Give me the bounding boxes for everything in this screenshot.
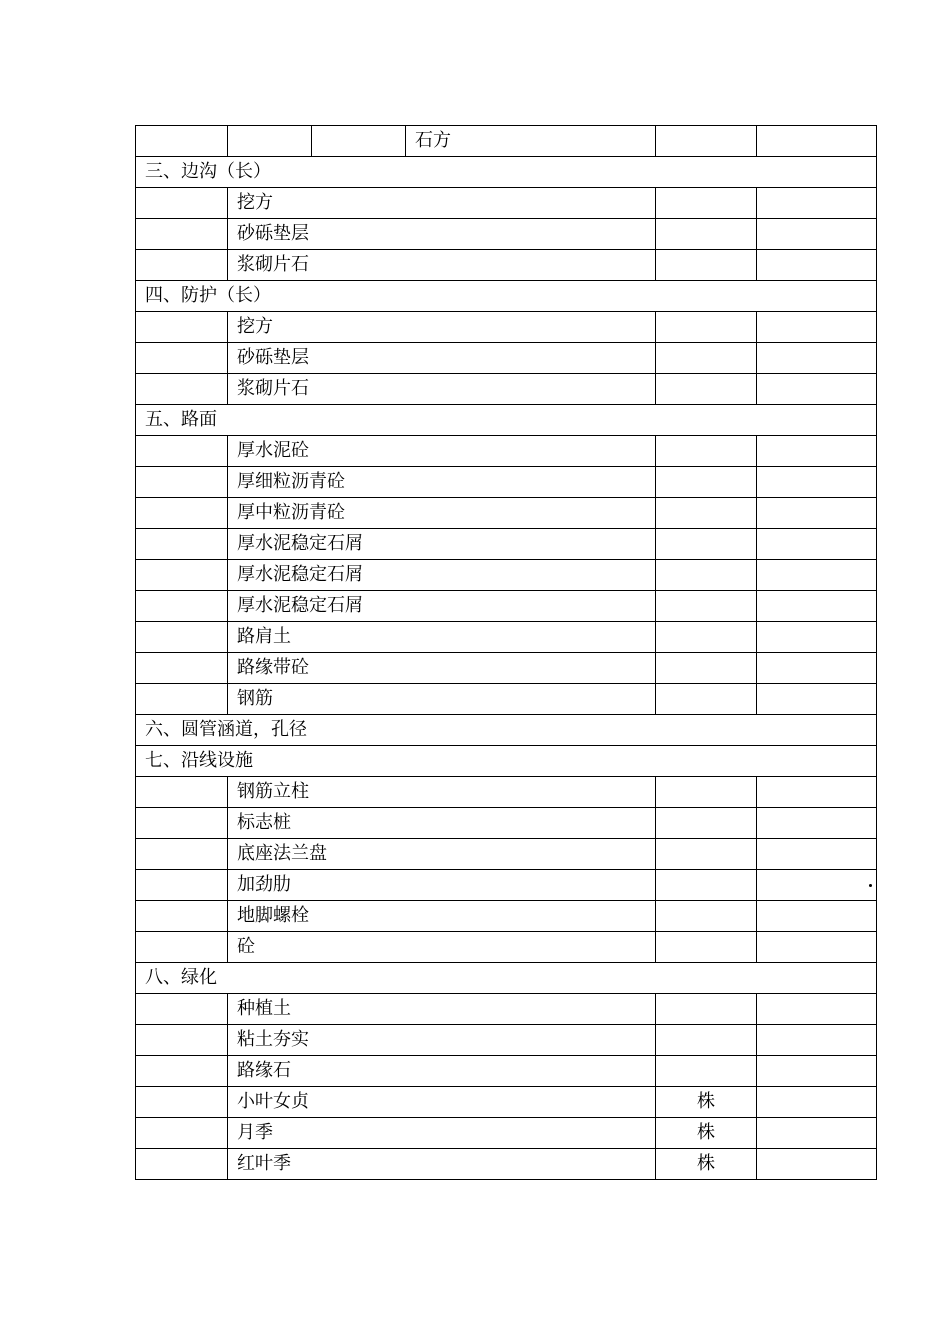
- unit-cell: [656, 498, 757, 529]
- section-heading: 八、绿化: [136, 963, 877, 994]
- unit-cell: 株: [656, 1149, 757, 1180]
- quantity-cell: [757, 839, 877, 870]
- quantity-cell: [757, 1149, 877, 1180]
- table-row: [136, 1087, 877, 1118]
- unit-cell: [656, 1025, 757, 1056]
- unit-cell: [656, 622, 757, 653]
- index-cell: [136, 498, 228, 529]
- item-name: 钢筋立柱: [228, 777, 656, 808]
- index-cell: [136, 777, 228, 808]
- item-name: 小叶女贞: [228, 1087, 656, 1118]
- item-name: 厚水泥稳定石屑: [228, 591, 656, 622]
- item-name: 路缘石: [228, 1056, 656, 1087]
- quantity-cell: [757, 901, 877, 932]
- quantity-cell: [757, 529, 877, 560]
- unit-cell: [656, 777, 757, 808]
- unit-cell: [656, 343, 757, 374]
- index-cell: [136, 343, 228, 374]
- table-row: [136, 684, 877, 715]
- index-cell: [136, 467, 228, 498]
- table-row: [136, 1025, 877, 1056]
- quantity-cell: [757, 653, 877, 684]
- unit-cell: [656, 467, 757, 498]
- index-cell: [136, 684, 228, 715]
- quantity-cell: [757, 126, 877, 157]
- item-name: 月季: [228, 1118, 656, 1149]
- section-heading-row: [136, 281, 877, 312]
- section-heading-row: [136, 963, 877, 994]
- table-row: [136, 994, 877, 1025]
- table-row: [136, 1118, 877, 1149]
- section-heading-row: [136, 715, 877, 746]
- quantity-cell: [757, 1056, 877, 1087]
- quantity-cell: [757, 870, 877, 901]
- quantity-cell: [757, 467, 877, 498]
- item-name: 路肩土: [228, 622, 656, 653]
- quantity-cell: [757, 1025, 877, 1056]
- item-name: 浆砌片石: [228, 250, 656, 281]
- index-cell: [136, 932, 228, 963]
- table-cell: [312, 126, 406, 157]
- index-cell: [136, 653, 228, 684]
- item-name: 种植土: [228, 994, 656, 1025]
- table-row: [136, 126, 877, 157]
- item-name: 挖方: [228, 312, 656, 343]
- item-name: 厚水泥稳定石屑: [228, 529, 656, 560]
- index-cell: [136, 1118, 228, 1149]
- section-heading: 五、路面: [136, 405, 877, 436]
- table-row: [136, 839, 877, 870]
- quantity-cell: [757, 498, 877, 529]
- section-heading: 三、边沟（长）: [136, 157, 877, 188]
- item-name: 厚中粒沥青砼: [228, 498, 656, 529]
- unit-cell: [656, 560, 757, 591]
- index-cell: [136, 994, 228, 1025]
- table-row: [136, 529, 877, 560]
- quantity-cell: [757, 312, 877, 343]
- dot-mark: [869, 884, 872, 887]
- unit-cell: 株: [656, 1118, 757, 1149]
- item-name: 厚水泥稳定石屑: [228, 560, 656, 591]
- unit-cell: [656, 219, 757, 250]
- index-cell: [136, 1087, 228, 1118]
- index-cell: [136, 591, 228, 622]
- item-name: 加劲肋: [228, 870, 656, 901]
- table-row: [136, 312, 877, 343]
- table-cell: [136, 126, 228, 157]
- quantity-cell: [757, 777, 877, 808]
- section-heading: 六、圆管涵道，孔径: [136, 715, 877, 746]
- quantity-table-body: [136, 126, 877, 1180]
- item-name: 粘土夯实: [228, 1025, 656, 1056]
- unit-cell: [656, 684, 757, 715]
- table-row: [136, 591, 877, 622]
- table-row: [136, 467, 877, 498]
- section-heading: 七、沿线设施: [136, 746, 877, 777]
- table-row: [136, 436, 877, 467]
- table-row: [136, 560, 877, 591]
- index-cell: [136, 219, 228, 250]
- quantity-cell: [757, 1087, 877, 1118]
- quantity-cell: [757, 436, 877, 467]
- unit-cell: [656, 994, 757, 1025]
- unit-cell: [656, 839, 757, 870]
- unit-cell: [656, 932, 757, 963]
- index-cell: [136, 312, 228, 343]
- index-cell: [136, 188, 228, 219]
- item-name: 厚水泥砼: [228, 436, 656, 467]
- unit-cell: [656, 901, 757, 932]
- quantity-cell: [757, 808, 877, 839]
- table-row: [136, 901, 877, 932]
- item-name: 标志桩: [228, 808, 656, 839]
- unit-cell: [656, 126, 757, 157]
- quantity-table: [135, 125, 877, 1180]
- quantity-cell: [757, 932, 877, 963]
- table-row: [136, 1056, 877, 1087]
- quantity-cell: [757, 374, 877, 405]
- unit-cell: [656, 188, 757, 219]
- item-name: 石方: [406, 126, 656, 157]
- index-cell: [136, 374, 228, 405]
- quantity-cell: [757, 560, 877, 591]
- index-cell: [136, 1149, 228, 1180]
- quantity-cell: [757, 250, 877, 281]
- section-heading: 四、防护（长）: [136, 281, 877, 312]
- quantity-cell: [757, 1118, 877, 1149]
- table-row: [136, 343, 877, 374]
- item-name: 砼: [228, 932, 656, 963]
- item-name: 地脚螺栓: [228, 901, 656, 932]
- quantity-cell: [757, 994, 877, 1025]
- item-name: 底座法兰盘: [228, 839, 656, 870]
- quantity-cell: [757, 591, 877, 622]
- unit-cell: [656, 250, 757, 281]
- unit-cell: [656, 436, 757, 467]
- index-cell: [136, 808, 228, 839]
- table-row: [136, 622, 877, 653]
- table-row: [136, 250, 877, 281]
- section-heading-row: [136, 746, 877, 777]
- table-cell: [228, 126, 312, 157]
- index-cell: [136, 839, 228, 870]
- table-row: [136, 498, 877, 529]
- table-row: [136, 808, 877, 839]
- item-name: 路缘带砼: [228, 653, 656, 684]
- index-cell: [136, 250, 228, 281]
- unit-cell: [656, 591, 757, 622]
- index-cell: [136, 622, 228, 653]
- item-name: 红叶季: [228, 1149, 656, 1180]
- unit-cell: [656, 374, 757, 405]
- table-row: [136, 870, 877, 901]
- quantity-cell: [757, 343, 877, 374]
- index-cell: [136, 560, 228, 591]
- table-row: [136, 219, 877, 250]
- quantity-cell: [757, 622, 877, 653]
- quantity-cell: [757, 188, 877, 219]
- section-heading-row: [136, 157, 877, 188]
- index-cell: [136, 1056, 228, 1087]
- unit-cell: 株: [656, 1087, 757, 1118]
- table-row: [136, 1149, 877, 1180]
- unit-cell: [656, 653, 757, 684]
- item-name: 砂砾垫层: [228, 219, 656, 250]
- index-cell: [136, 436, 228, 467]
- table-row: [136, 374, 877, 405]
- table-row: [136, 932, 877, 963]
- unit-cell: [656, 312, 757, 343]
- quantity-cell: [757, 219, 877, 250]
- unit-cell: [656, 808, 757, 839]
- index-cell: [136, 870, 228, 901]
- table-row: [136, 653, 877, 684]
- index-cell: [136, 901, 228, 932]
- unit-cell: [656, 529, 757, 560]
- table-row: [136, 188, 877, 219]
- section-heading-row: [136, 405, 877, 436]
- quantity-cell: [757, 684, 877, 715]
- item-name: 砂砾垫层: [228, 343, 656, 374]
- index-cell: [136, 1025, 228, 1056]
- item-name: 厚细粒沥青砼: [228, 467, 656, 498]
- item-name: 浆砌片石: [228, 374, 656, 405]
- unit-cell: [656, 870, 757, 901]
- item-name: 钢筋: [228, 684, 656, 715]
- index-cell: [136, 529, 228, 560]
- item-name: 挖方: [228, 188, 656, 219]
- unit-cell: [656, 1056, 757, 1087]
- table-row: [136, 777, 877, 808]
